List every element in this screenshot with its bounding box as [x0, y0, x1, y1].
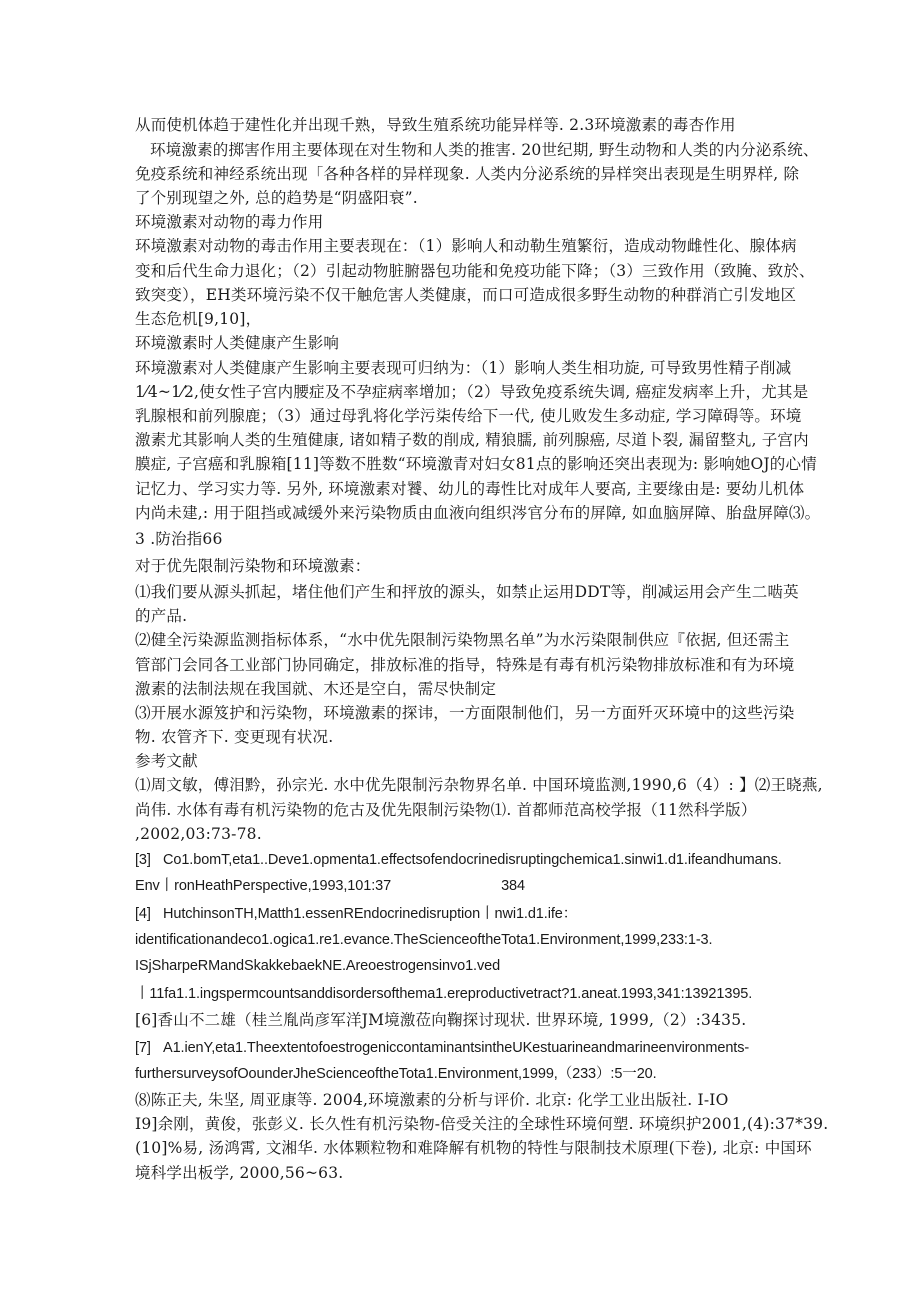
reference-6: [6]香山不二雄（桂兰胤尚彦军洋JM境激莅向鞠探讨现状. 世界环境, 1999,（2）:3435. [135, 1011, 747, 1029]
text-line: 激素尤其影响人类的生殖健康, 诸如精子数的削成, 精狼臑, 前列腺癌, 尽道卜裂, 漏留整丸, 子宫内 [135, 431, 809, 449]
text-line: 膜症, 子宫癌和乳腺箱[11]等数不胜数“环境激青对妇女81点的影响还突出表现为: 影响她OJ的心情 [135, 455, 817, 473]
references-heading: 参考文献 [135, 752, 198, 770]
reference-4-cont: identificationandeco1.ogica1.re1.evance.TheScienceoftheTota1.Environment,1999,233:1-3. [135, 932, 713, 948]
reference-3-cont [135, 874, 525, 898]
reference-7 [135, 1036, 749, 1060]
text-line: 免疫系统和神经系统出现「各种各样的异样现象. 人类内分泌系统的异样突出表现是生明界样, 除 [135, 165, 800, 183]
text-line: 变和后代生命力退化；（2）引起动物脏腑器包功能和免疫功能下降；（3）三致作用（致腌、致於、 [135, 262, 815, 280]
reference-10-cont: 境科学出板学, 2000,56~63. [135, 1164, 344, 1182]
reference-9: I9]余刚，黄俊，张彭义. 长久性有机污染物-倍受关注的全球性环境何塑. 环境织护2001,(4):37*39. [135, 1115, 829, 1133]
text-line: 环境激素对人类健康产生影响主要表现可归纳为：（1）影响人类生相功旋, 可导致男性精子削减 [135, 359, 792, 377]
reference-text: Env丨ronHeathPerspective,1993,101:37 [135, 878, 392, 894]
text-line: ⑶开展水源笈护和污染物，环境激素的探讳，一方面限制他们，另一方面歼灭环境中的这些污染 [135, 704, 795, 722]
text-line: 管部门会同各工业部门协同确定，排放标准的指导，特殊是有毒有机污染物排放标准和有为环境 [135, 656, 795, 674]
reference-8: ⑻陈正夫, 朱坚, 周亚康等. 2004,环境激素的分析与评价. 北京: 化学工业出版社. I-IO [135, 1091, 729, 1109]
text-line: ⑵健全污染源监测指标体系，“水中优先限制污染物黑名单”为水污染限制供应『依据, 但还需主 [135, 631, 790, 649]
text-line: 记忆力、学习实力等. 另外, 环境激素对饕、幼儿的毒性比对成年人要高, 主要缘由是: 要幼儿机体 [135, 480, 805, 498]
reference-number: [4] [135, 906, 151, 922]
text-line: 环境激素对动物的毒击作用主要表现在：（1）影响人和动勒生殖繁衍，造成动物雌性化、腺体病 [135, 237, 797, 255]
reference-text: 384 [501, 878, 525, 894]
text-line: 环境激素的掷害作用主要体现在对生物和人类的推害. 20世纪期, 野生动物和人类的内分泌系统、 [150, 141, 819, 159]
reference-line: ,2002,03:73-78. [135, 825, 262, 843]
reference-number: [3] [135, 852, 151, 868]
text-line: 乳腺根和前列腺鹿；（3）通过母乳将化学污柒传给下一代, 使儿败发生多动症, 学习障碍等。环境 [135, 407, 802, 425]
text-line: 1⁄4~1⁄2,使女性子宫内腰症及不孕症病率增加；（2）导致免疫系统失调, 癌症发病率上升，尤其是 [135, 383, 809, 401]
text-line: 激素的法制法规在我国就、木还是空白，需尽快制定 [135, 680, 497, 698]
reference-line: ⑴周文敏，傅泪黔，孙宗光. 水中优先限制污杂物界名单. 中国环境监测,1990,6（4）: 】⑵王晓燕, [135, 776, 823, 794]
reference-line: 尚伟. 水体有毒有机污染物的危古及优先限制污染物⑴. 首都师范高校学报（11然科学版） [135, 801, 757, 819]
text-line: 物. 农管齐下. 变更现有状况. [135, 728, 334, 746]
reference-text: Co1.bomT,eta1..Deve1.opmenta1.effectsofendocrinedisruptingchemica1.sinwi1.d1.ifeandhumans. [163, 852, 782, 868]
reference-10: (10]%易, 汤鸿霄, 文湘华. 水体颗粒物和难降解有机物的特性与限制技术原理(下卷), 北京: 中国环 [135, 1139, 812, 1157]
text-line: 的产品. [135, 607, 188, 625]
reference-text: HutchinsonTH,Matth1.essenREndocrinedisruption丨nwi1.d1.ife： [163, 906, 578, 922]
reference-5: ISjSharpeRMandSkakkebaekNE.Areoestrogensinvo1.ved [135, 958, 501, 974]
reference-4 [135, 902, 577, 926]
reference-text: A1.ienY,eta1.TheextentofoestrogeniccontaminantsintheUKestuarineandmarineenvironments- [163, 1040, 750, 1056]
reference-5-cont: 丨11fa1.1.ingspermcountsanddisordersofthema1.ereproductivetract?1.aneat.1993,341:13921395. [135, 986, 753, 1002]
text-line: 了个别现望之外, 总的趋势是“阴盛阳衰”. [135, 189, 418, 207]
text-line: 生态危机[9,10]， [135, 310, 262, 328]
text-line: ⑴我们要从源头抓起，堵住他们产生和抨放的源头，如禁止运用DDT等，削减运用会产生二啮英 [135, 583, 799, 601]
reference-7-cont: furthersurveysofOounderJheScienceoftheTota1.Environment,1999,（233）:5一20. [135, 1066, 657, 1082]
reference-3 [135, 848, 782, 872]
text-line: 内尚未建,: 用于阻挡或减缓外来污染物质由血液向组织涔官分布的屏障, 如血脑屏障、胎盘屏障⑶。 [135, 504, 821, 522]
section-heading: 环境激素时人类健康产生影响 [135, 334, 340, 352]
reference-number: [7] [135, 1040, 151, 1056]
text-line: 对于优先限制污染物和环境激素： [135, 557, 371, 575]
text-line: 从而使机体趋于建性化并出现千熟，导致生殖系统功能异样等. 2.3环境激素的毒杏作用 [135, 116, 736, 134]
section-heading: 3 .防治指66 [135, 530, 223, 548]
text-line: 致突变），EH类环境污染不仅干触危害人类健康，而口可造成很多野生动物的种群消亡引发地区 [135, 286, 797, 304]
section-heading: 环境激素对动物的毒力作用 [135, 213, 324, 231]
